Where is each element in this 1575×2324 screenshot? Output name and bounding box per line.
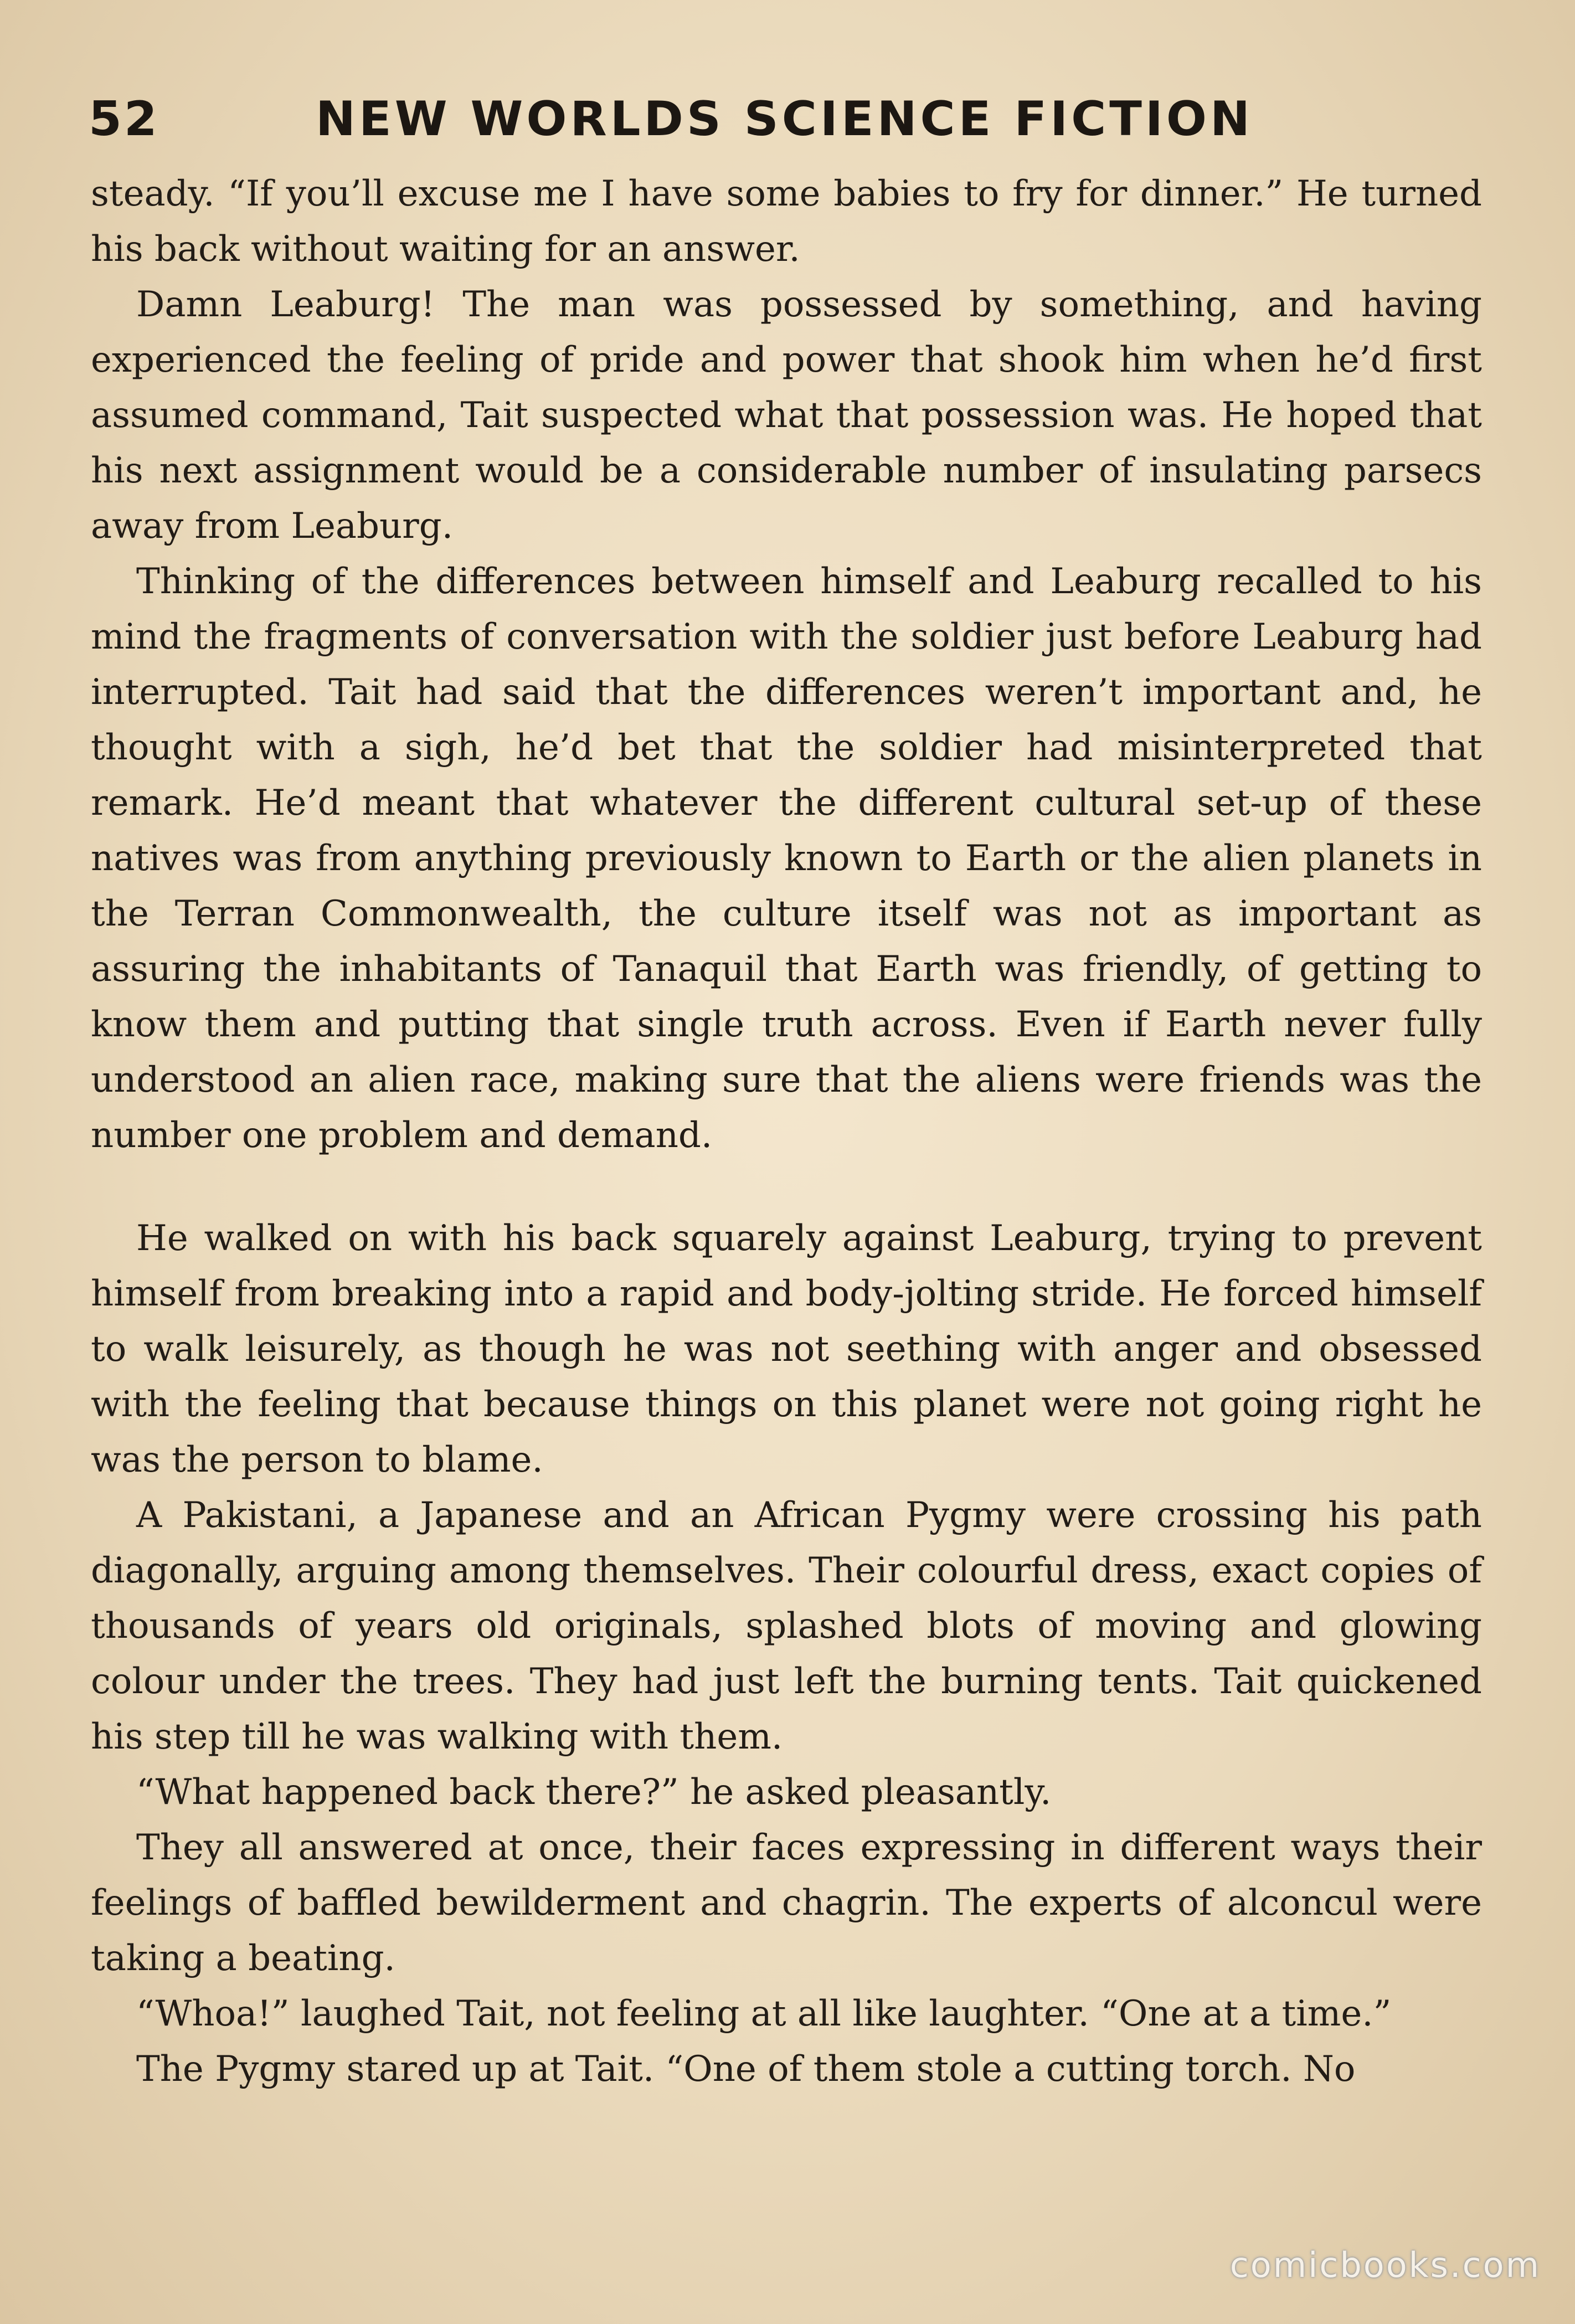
paragraph: Damn Leaburg! The man was possessed by something, and having experienced the feeling of pride and power that shook him when he’d first assumed command, Tait suspected what that possession was. He hoped that his next assignment would be a considerable number of insulating parsecs away from Leaburg. [91,284,1482,547]
page-number: 52 [89,91,159,147]
paragraph: “What happened back there?” he asked pleasantly. [136,1772,1052,1813]
page-header [89,89,1484,150]
paragraph: They all answered at once, their faces expressing in different ways their feelings of baffled bewilderment and chagrin. The experts of alconcul were taking a beating. [91,1827,1482,1979]
paragraph: Thinking of the differences between himself and Leaburg recalled to his mind the fragments of conversation with the soldier just before Leaburg had interrupted. Tait had said that the differences weren’t important and, he thought with a sigh, he’d bet that the soldier had misinterpreted that remark. He’d meant that whatever the different cultural set-up of these natives was from anything previously known to Earth or the alien planets in the Terran Commonwealth, the culture itself was not as important as assuring the inhabitants of Tanaquil that Earth was friendly, of getting to know them and putting that single truth across. Even if Earth never fully understood an alien race, making sure that the aliens were friends was the number one problem and demand. [91,561,1482,1156]
paragraph: He walked on with his back squarely against Leaburg, trying to prevent himself from breaking into a rapid and body-jolting stride. He forced himself to walk leisurely, as though he was not seething with anger and obsessed with the feeling that because things on this planet were not going right he was the person to blame. [91,1218,1482,1480]
paragraph: The Pygmy stared up at Tait. “One of them stole a cutting torch. No [136,2049,1356,2090]
body-text [91,166,1482,2097]
watermark-text: comicbooks.com [1229,2245,1541,2285]
running-title: NEW WORLDS SCIENCE FICTION [316,91,1253,147]
paragraph: “Whoa!” laughed Tait, not feeling at all like laughter. “One at a time.” [136,1993,1392,2034]
paragraph: steady. “If you’ll excuse me I have some babies to fry for dinner.” He turned his back without waiting for an answer. [91,173,1482,270]
paragraph: A Pakistani, a Japanese and an African Pygmy were crossing his path diagonally, arguing among themselves. Their colourful dress, exact copies of thousands of years old originals, splashed blots of moving and glowing colour under the trees. They had just left the burning tents. Tait quickened his step till he was walking with them. [91,1495,1482,1757]
